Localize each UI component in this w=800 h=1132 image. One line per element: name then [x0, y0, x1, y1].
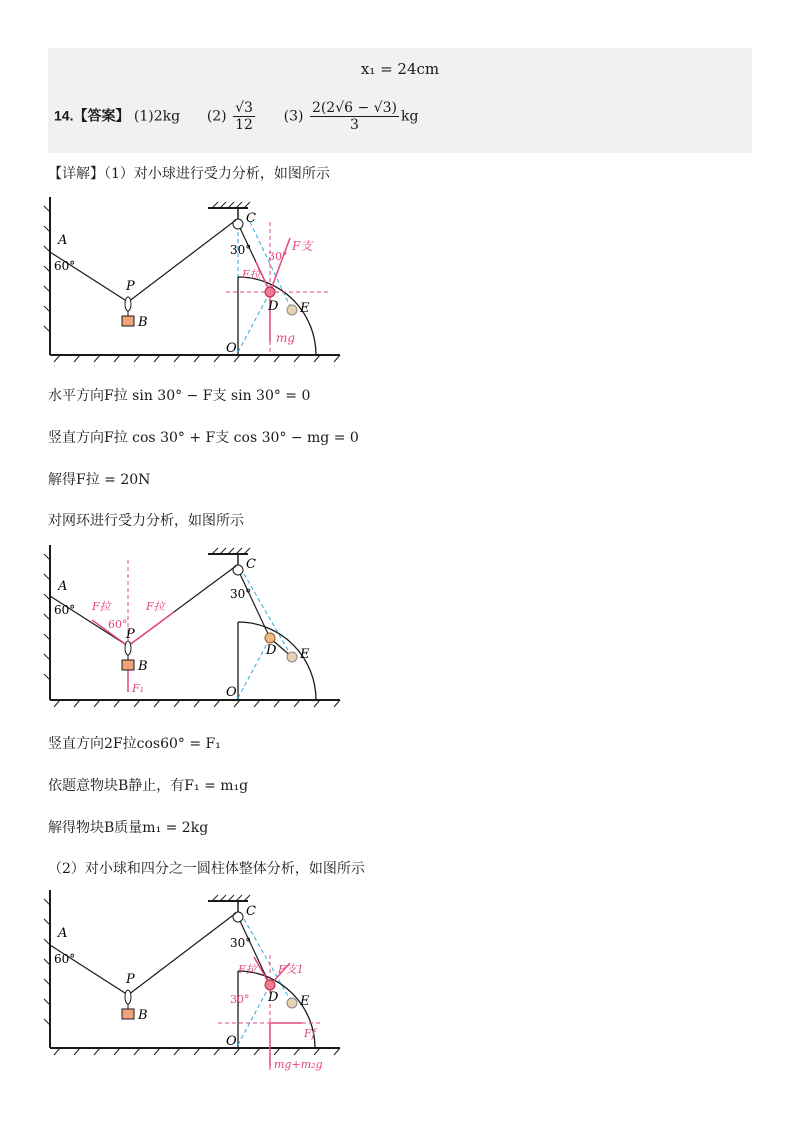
label-mg: mg — [276, 331, 296, 345]
label-d: D — [268, 299, 279, 314]
label-60: 60° — [54, 603, 76, 617]
label-30-pink: 30° — [230, 993, 250, 1006]
label-o: O — [226, 685, 237, 700]
ball-e — [287, 998, 297, 1008]
label-f-tension: F拉 — [238, 963, 257, 976]
label-mg-total: mg+m₂g — [274, 1058, 323, 1071]
answer-part2-fraction: $\frac{√3}{12}$ — [235, 100, 253, 133]
block-b — [122, 1009, 134, 1019]
dashed-od — [238, 292, 270, 352]
floor-hatch — [54, 355, 340, 362]
eq-static: 依题意物块B静止，有F₁ = m₁g — [48, 778, 249, 794]
label-a: A — [58, 926, 68, 941]
label-a: A — [58, 233, 68, 248]
label-30: 30° — [230, 243, 252, 257]
label-f-tension-left: F拉 — [92, 600, 111, 613]
label-o: O — [226, 341, 237, 356]
answer-part3-unit: kg — [400, 108, 419, 125]
eq-mass: 解得物块B质量m₁ = 2kg — [48, 820, 209, 836]
label-d: D — [266, 643, 277, 658]
ball-e — [287, 652, 297, 662]
detail-intro: 【详解】（1）对小球进行受力分析，如图所示 — [48, 166, 330, 182]
block-b — [122, 316, 134, 326]
label-f-tension: F拉 — [242, 268, 261, 281]
label-e: E — [300, 647, 310, 662]
label-30-pink: 30° — [268, 250, 288, 263]
ring-p — [125, 990, 131, 1004]
ball-d — [265, 287, 275, 297]
ring-p — [125, 641, 131, 655]
eq-ring: 竖直方向2F拉cos60° = F₁ — [48, 736, 221, 752]
block-b — [122, 660, 134, 670]
answer-part3-prefix: (3) — [283, 108, 304, 125]
label-p: P — [126, 972, 135, 987]
label-b: B — [138, 1008, 148, 1023]
eq-solve-tension: 解得F拉 = 20N — [48, 472, 151, 488]
answer-line — [54, 100, 418, 133]
force-support-arrow — [270, 238, 290, 292]
ball-d — [265, 633, 275, 643]
label-30: 30° — [230, 936, 252, 950]
label-60: 60° — [54, 952, 76, 966]
answer-label: 14.【答案】 — [54, 107, 130, 124]
label-f-support: F支 — [292, 239, 313, 253]
label-e: E — [300, 301, 310, 316]
label-60: 60° — [54, 259, 76, 273]
rope-pc — [128, 220, 236, 302]
label-f-tension-right: F拉 — [146, 600, 165, 613]
ring-p — [125, 297, 131, 311]
label-f-support1: F支1 — [278, 963, 304, 976]
figure-ring-force-analysis — [40, 540, 360, 712]
label-f1: F₁ — [132, 682, 145, 695]
label-f-friction: Ff — [304, 1027, 316, 1040]
label-c: C — [246, 904, 256, 919]
rope-pc — [128, 913, 236, 995]
ball-e — [287, 305, 297, 315]
ball-d — [265, 980, 275, 990]
label-d: D — [268, 990, 279, 1005]
figure-ball-force-analysis — [40, 192, 360, 372]
label-e: E — [300, 994, 310, 1009]
label-b: B — [138, 315, 148, 330]
figure-whole-force-analysis — [40, 885, 360, 1080]
rope-cd — [240, 574, 270, 638]
label-b: B — [138, 659, 148, 674]
answer-part3-fraction: $\frac{2(2√6 - √3)}{3}$ — [311, 100, 397, 133]
label-c: C — [246, 211, 256, 226]
label-60-pink: 60° — [108, 618, 128, 631]
eq-vertical: 竖直方向F拉 cos 30° + F支 cos 30° − mg = 0 — [48, 430, 359, 446]
force-tension-right — [128, 612, 174, 646]
eq-horizontal: 水平方向F拉 sin 30° − F支 sin 30° = 0 — [48, 388, 311, 404]
answer-part2-prefix: (2) — [206, 108, 227, 125]
label-30: 30° — [230, 587, 252, 601]
label-c: C — [246, 557, 256, 572]
ring-intro: 对网环进行受力分析，如图所示 — [48, 513, 244, 529]
label-a: A — [58, 579, 68, 594]
label-p: P — [126, 279, 135, 294]
header-equation: x₁ = 24cm — [360, 60, 440, 78]
label-p: P — [126, 627, 135, 642]
label-o: O — [226, 1034, 237, 1049]
answer-part1: (1)2kg — [133, 108, 181, 125]
part2-intro: （2）对小球和四分之一圆柱体整体分析，如图所示 — [48, 861, 365, 877]
